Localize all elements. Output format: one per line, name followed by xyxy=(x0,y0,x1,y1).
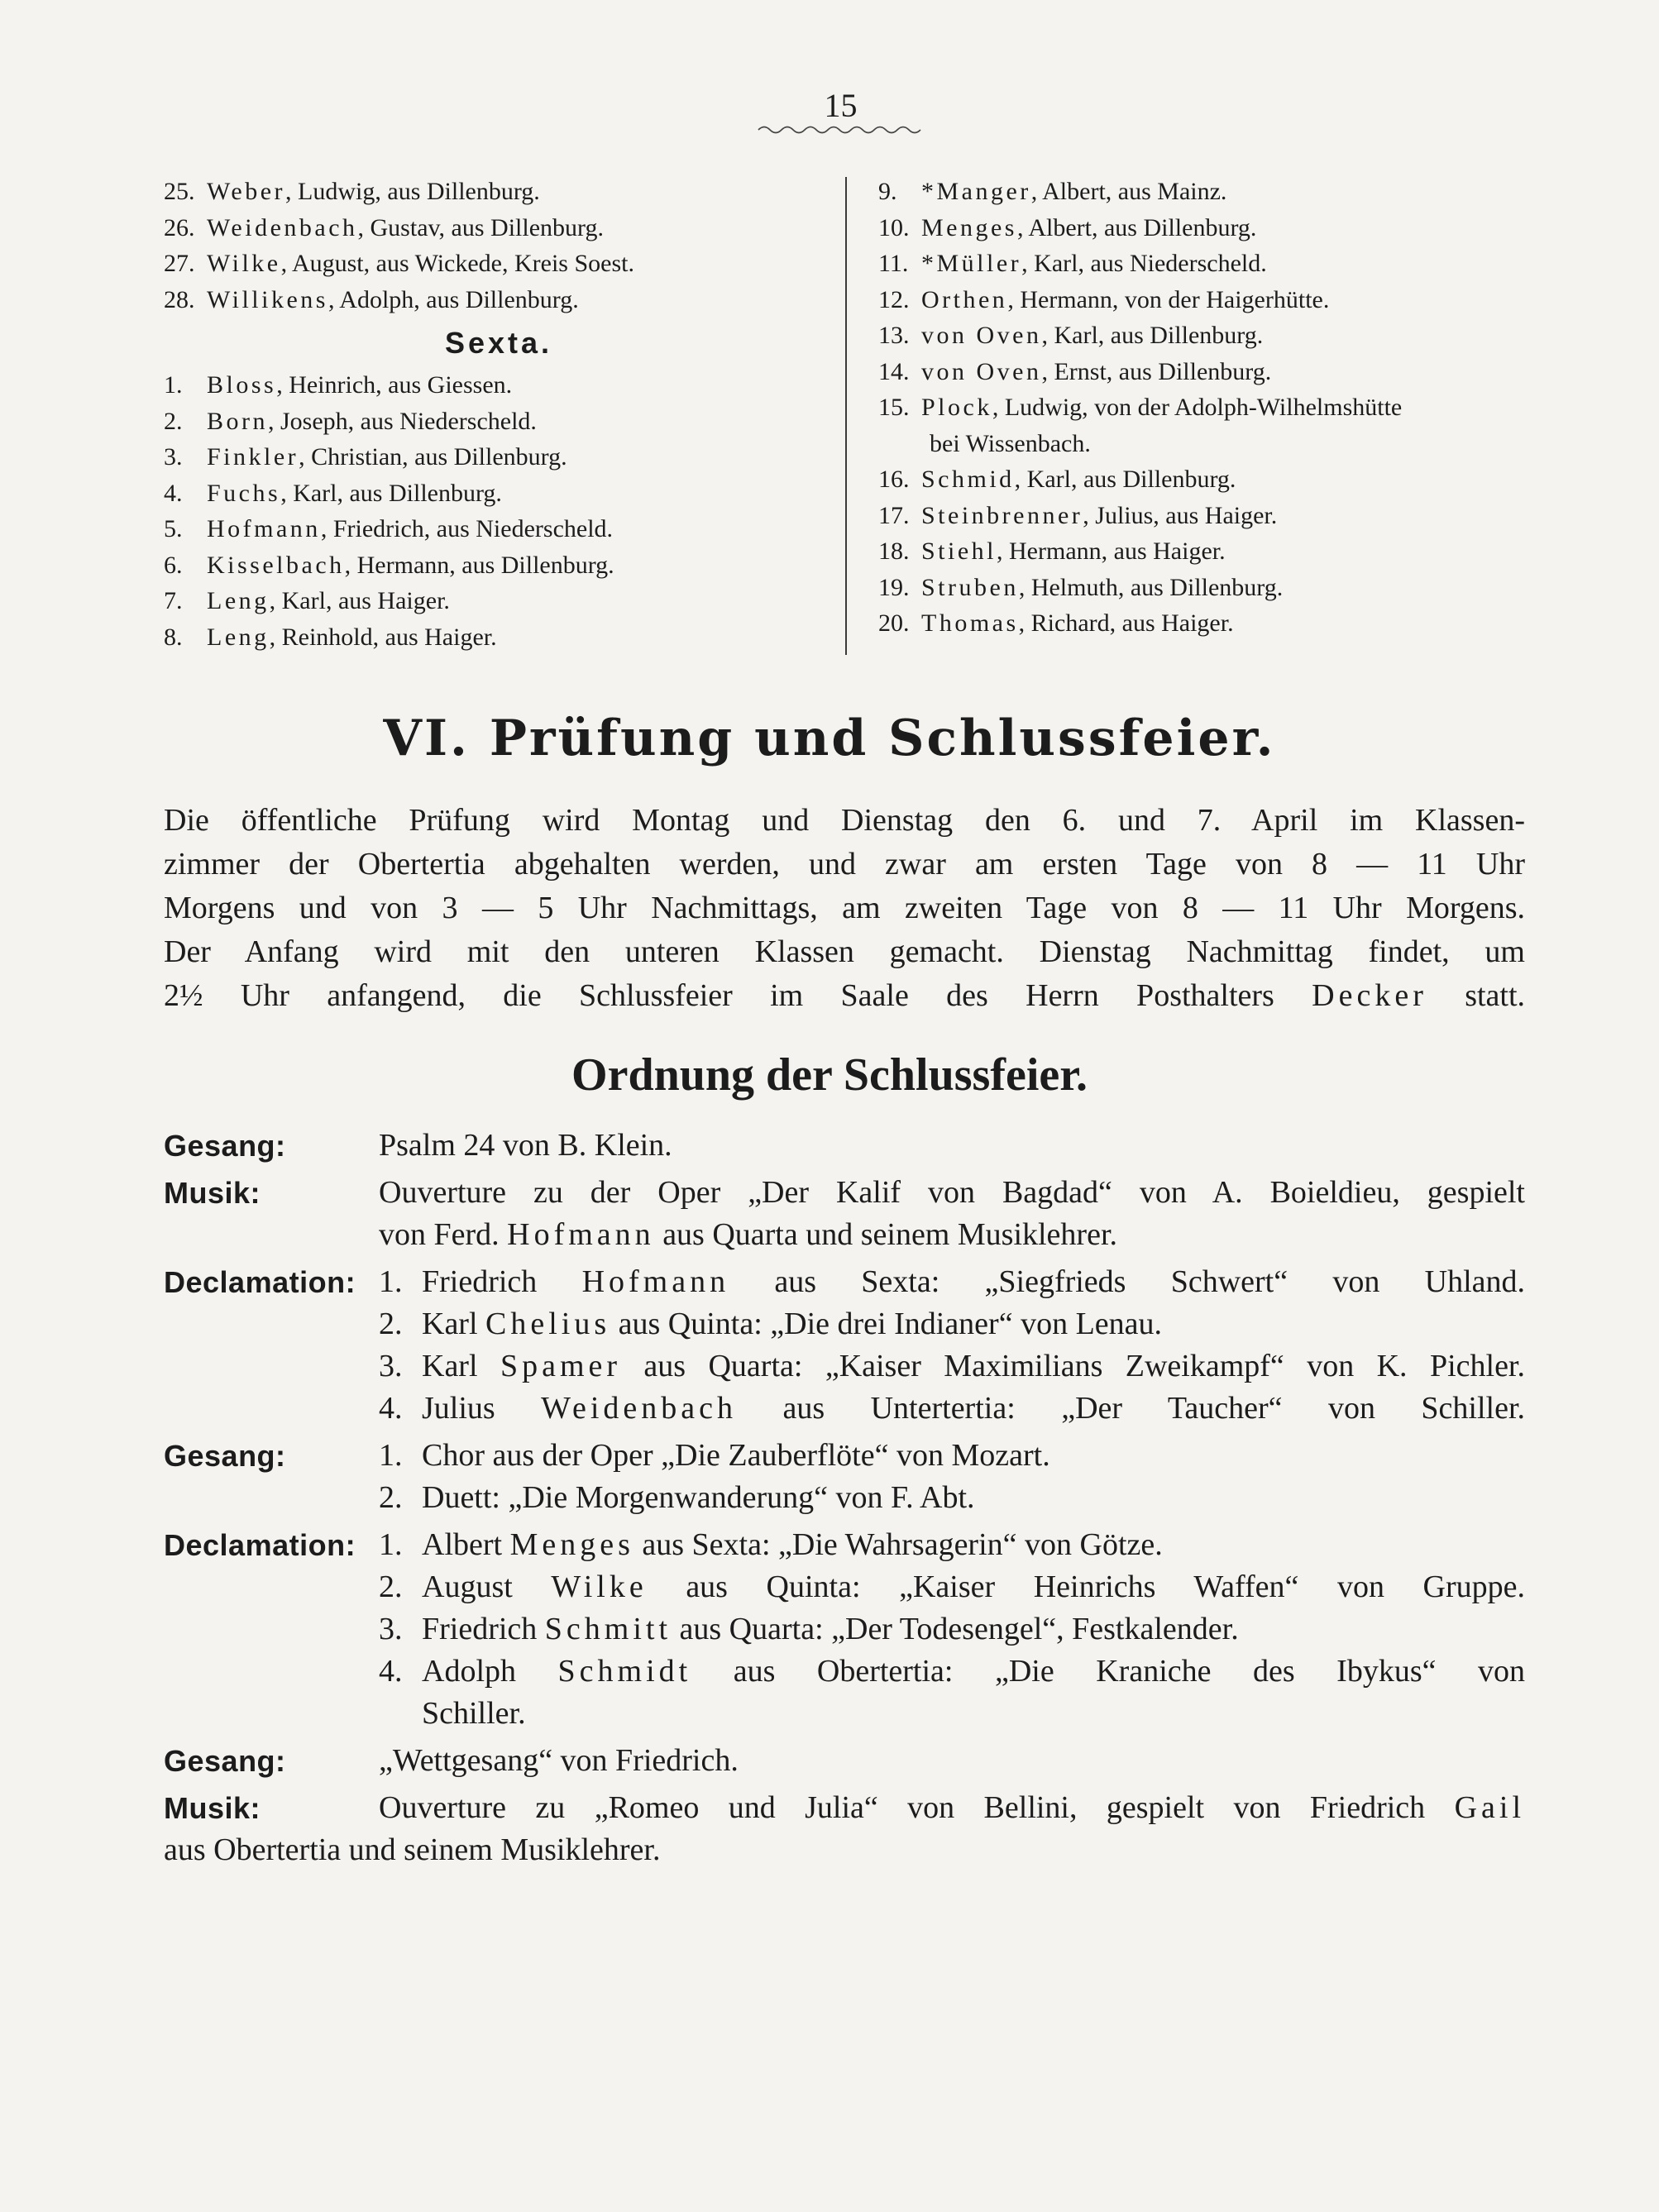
paragraph-line: 2½ Uhr anfangend, die Schlussfeier im Saale des Herrn Posthalters Decker statt. xyxy=(164,978,1526,1013)
program-text: Ouverture zu der Oper „Der Kalif von Bagdad“ von A. Boieldieu, gespielt xyxy=(379,1175,1525,1210)
list-item: 1. Bloss, Heinrich, aus Giessen. xyxy=(164,371,513,399)
program-label: Gesang: xyxy=(164,1744,286,1778)
program-item: 2. August Wilke aus Quinta: „Kaiser Heinrichs Waffen“ von Gruppe. xyxy=(379,1569,1526,1604)
program-text: Ouverture zu „Romeo und Julia“ von Bellini, gespielt von Friedrich Gail xyxy=(379,1790,1526,1825)
list-item: 11. *Müller, Karl, aus Niederscheld. xyxy=(878,250,1267,277)
list-item: 15. Plock, Ludwig, von der Adolph-Wilhelmshütte xyxy=(878,394,1403,421)
list-item: 20. Thomas, Richard, aus Haiger. xyxy=(878,609,1234,637)
list-item: 8. Leng, Reinhold, aus Haiger. xyxy=(164,623,497,651)
ceremony-program xyxy=(164,1125,1525,1871)
list-item: 10. Menges, Albert, aus Dillenburg. xyxy=(878,213,1257,241)
program-item: 4. Julius Weidenbach aus Untertertia: „Der Taucher“ von Schiller. xyxy=(379,1391,1526,1426)
program-row-declamation xyxy=(164,1524,1525,1735)
paragraph-line: zimmer der Obertertia abgehalten werden, und zwar am ersten Tage von 8 — 11 Uhr xyxy=(164,847,1525,881)
program-item-continuation: Schiller. xyxy=(422,1696,526,1731)
list-item: 18. Stiehl, Hermann, aus Haiger. xyxy=(878,537,1226,565)
program-item: 4. Adolph Schmidt aus Obertertia: „Die Kraniche des Ibykus“ von xyxy=(379,1654,1525,1689)
program-item: 2. Duett: „Die Morgenwanderung“ von F. Abt. xyxy=(379,1480,975,1515)
program-item: 3. Friedrich Schmitt aus Quarta: „Der Todesengel“, Festkalender. xyxy=(379,1612,1239,1646)
list-item: 9. *Manger, Albert, aus Mainz. xyxy=(878,178,1227,205)
list-item: 6. Kisselbach, Hermann, aus Dillenburg. xyxy=(164,551,614,579)
list-item-continuation: bei Wissenbach. xyxy=(930,429,1091,457)
list-item: 3. Finkler, Christian, aus Dillenburg. xyxy=(164,443,567,471)
paragraph-line: Die öffentliche Prüfung wird Montag und Dienstag den 6. und 7. April im Klassen- xyxy=(164,803,1525,838)
paragraph-line: Morgens und von 3 — 5 Uhr Nachmittags, am zweiten Tage von 8 — 11 Uhr Morgens. xyxy=(164,891,1525,925)
list-item: 4. Fuchs, Karl, aus Dillenburg. xyxy=(164,479,502,507)
program-item: 2. Karl Chelius aus Quinta: „Die drei Indianer“ von Lenau. xyxy=(379,1307,1163,1341)
program-label: Declamation: xyxy=(164,1528,356,1562)
program-text: aus Obertertia und seinem Musiklehrer. xyxy=(164,1832,661,1867)
program-row-gesang xyxy=(164,1125,1525,1167)
program-item: 3. Karl Spamer aus Quarta: „Kaiser Maximilians Zweikampf“ von K. Pichler. xyxy=(379,1349,1525,1383)
list-item: 17. Steinbrenner, Julius, aus Haiger. xyxy=(878,501,1278,529)
list-item: 2. Born, Joseph, aus Niederscheld. xyxy=(164,407,537,435)
program-item: 1. Chor aus der Oper „Die Zauberflöte“ von Mozart. xyxy=(379,1438,1050,1473)
class-heading-sexta: Sexta. xyxy=(444,326,553,360)
program-text: Psalm 24 von B. Klein. xyxy=(379,1128,672,1163)
list-item: 14. von Oven, Ernst, aus Dillenburg. xyxy=(878,357,1272,385)
section-title: VI. Prüfung und Schlussfeier. xyxy=(383,709,1276,767)
page-number: 15 xyxy=(824,87,858,124)
program-label: Gesang: xyxy=(164,1439,286,1473)
list-item: 5. Hofmann, Friedrich, aus Niederscheld. xyxy=(164,515,614,542)
right-student-list xyxy=(878,174,1556,642)
program-label: Musik: xyxy=(164,1176,261,1210)
program-row-musik xyxy=(164,1172,1525,1256)
left-student-list xyxy=(164,174,834,655)
list-item: 28. Willikens, Adolph, aus Dillenburg. xyxy=(164,285,579,313)
list-item: 12. Orthen, Hermann, von der Haigerhütte. xyxy=(878,285,1330,313)
ornament-divider xyxy=(757,124,926,136)
list-item: 27. Wilke, August, aus Wickede, Kreis Soest. xyxy=(164,250,634,277)
list-item: 19. Struben, Helmuth, aus Dillenburg. xyxy=(878,573,1284,601)
program-label: Declamation: xyxy=(164,1265,356,1299)
program-row-musik xyxy=(164,1787,1525,1871)
list-item: 16. Schmid, Karl, aus Dillenburg. xyxy=(878,466,1236,493)
program-text: von Ferd. Hofmann aus Quarta und seinem Musiklehrer. xyxy=(379,1217,1117,1252)
program-row-declamation xyxy=(164,1261,1525,1430)
order-title: Ordnung der Schlussfeier. xyxy=(571,1049,1088,1101)
program-label: Gesang: xyxy=(164,1129,286,1163)
program-row-gesang xyxy=(164,1435,1525,1519)
list-item: 25. Weber, Ludwig, aus Dillenburg. xyxy=(164,178,540,205)
program-label: Musik: xyxy=(164,1791,261,1825)
program-text: „Wettgesang“ von Friedrich. xyxy=(379,1743,739,1778)
list-item: 13. von Oven, Karl, aus Dillenburg. xyxy=(878,322,1264,349)
list-item: 7. Leng, Karl, aus Haiger. xyxy=(164,587,450,614)
program-item: 1. Albert Menges aus Sexta: „Die Wahrsagerin“ von Götze. xyxy=(379,1527,1163,1562)
exam-paragraph xyxy=(164,799,1525,1018)
column-divider xyxy=(845,177,847,655)
paragraph-line: Der Anfang wird mit den unteren Klassen gemacht. Dienstag Nachmittag findet, um xyxy=(164,934,1525,969)
list-item: 26. Weidenbach, Gustav, aus Dillenburg. xyxy=(164,213,604,241)
program-row-gesang xyxy=(164,1740,1525,1782)
program-item: 1. Friedrich Hofmann aus Sexta: „Siegfrieds Schwert“ von Uhland. xyxy=(379,1264,1525,1299)
